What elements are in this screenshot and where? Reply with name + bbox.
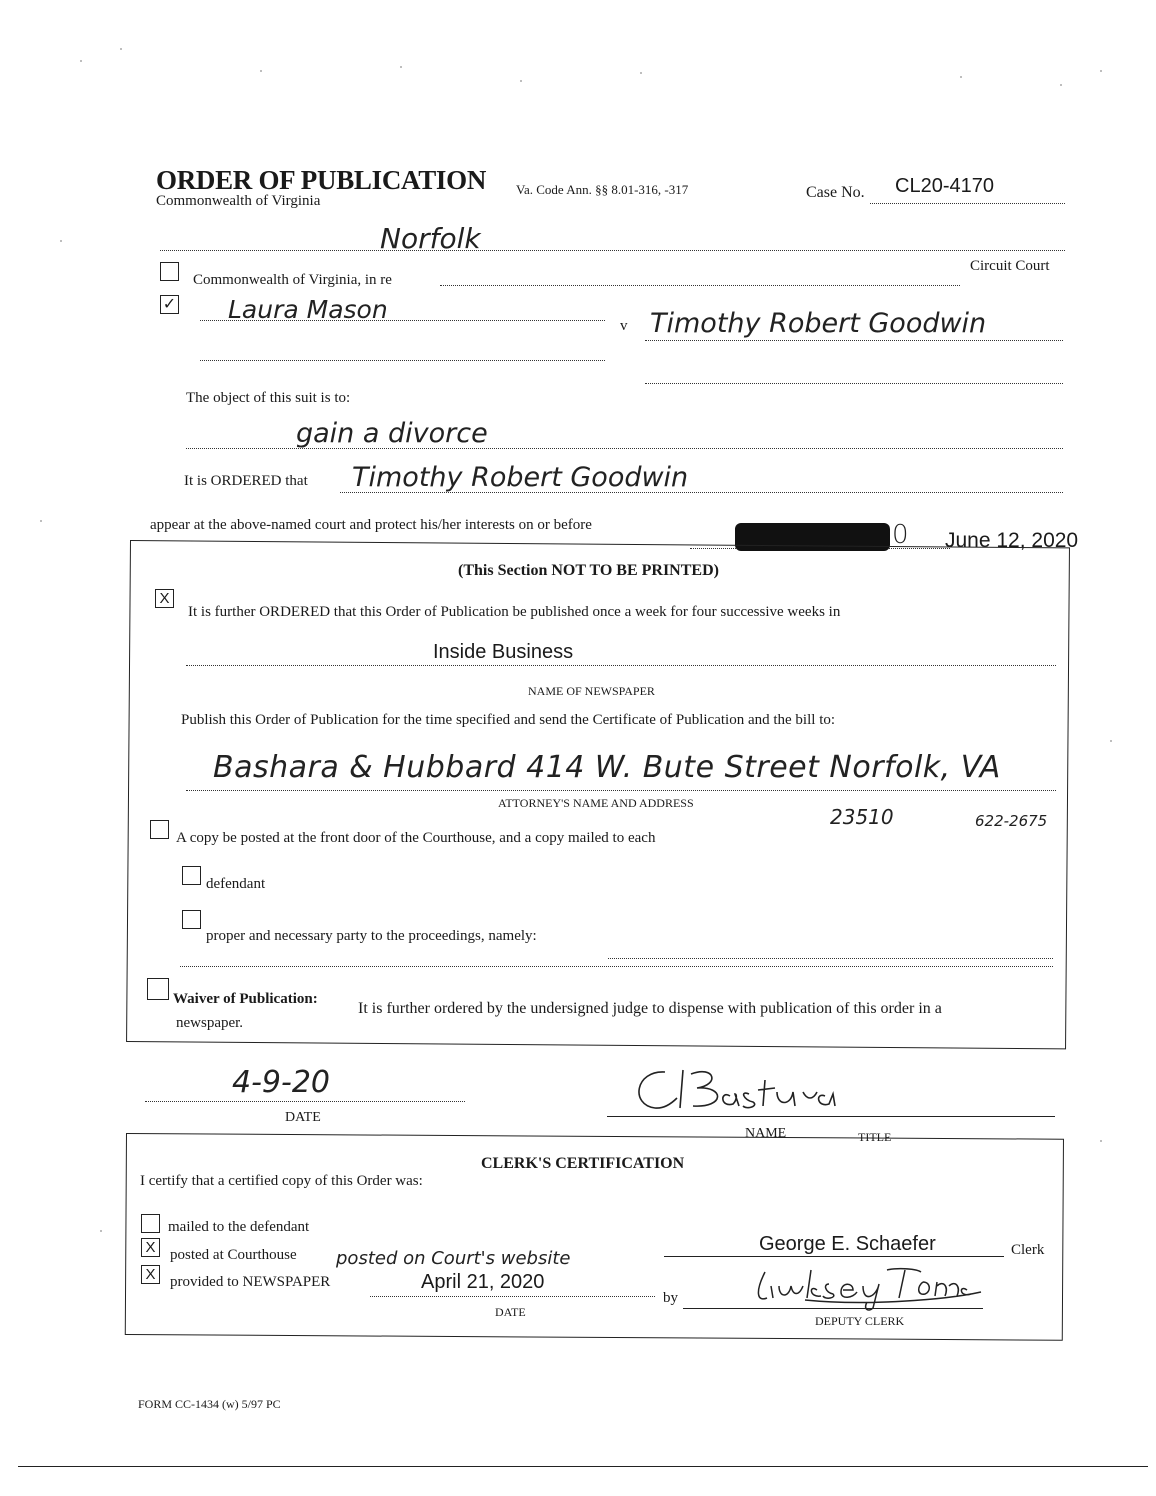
judge-signature <box>625 1060 875 1120</box>
ordered-name-handwritten: Timothy Robert Goodwin <box>352 462 689 493</box>
form-subtitle: Commonwealth of Virginia <box>156 193 321 209</box>
attorney-handwritten: Bashara & Hubbard 414 W. Bute Street Norfolk, VA <box>213 750 1001 785</box>
locality-handwritten: Norfolk <box>380 222 481 255</box>
attorney-caption: ATTORNEY'S NAME AND ADDRESS <box>498 796 694 810</box>
newspaper-name: Inside Business <box>433 641 574 663</box>
signature-name-line <box>607 1116 1055 1117</box>
by-label: by <box>663 1290 678 1306</box>
party-label: proper and necessary party to the proceedings, namely: <box>206 928 537 944</box>
case-number: CL20-4170 <box>895 175 994 197</box>
clerk-heading: CLERK'S CERTIFICATION <box>481 1155 685 1172</box>
deputy-signature <box>745 1262 985 1312</box>
waiver-checkbox[interactable] <box>147 978 169 1000</box>
appear-date: June 12, 2020 <box>945 529 1079 552</box>
clerk-certify-text: I certify that a certified copy of this Order was: <box>140 1173 423 1189</box>
clerk-name: George E. Schaefer <box>759 1233 936 1255</box>
provided-newspaper-checkbox[interactable] <box>141 1265 160 1284</box>
mailed-label: mailed to the defendant <box>168 1219 310 1235</box>
locality-line <box>160 250 1065 251</box>
send-text: Publish this Order of Publication for the time specified and send the Certificate of Publication and the bill to: <box>181 712 836 728</box>
x-mark-icon: X <box>145 1239 156 1256</box>
object-label: The object of this suit is to: <box>186 390 351 406</box>
defendant-label: defendant <box>206 876 266 892</box>
appear-date-handwritten: 0 <box>892 520 909 550</box>
publish-text: It is further ORDERED that this Order of Publication be published once a week for four successive weeks in <box>188 604 841 620</box>
not-printed-heading: (This Section NOT TO BE PRINTED) <box>458 562 719 579</box>
publish-checkbox[interactable] <box>155 589 174 608</box>
defendant-line <box>645 340 1063 341</box>
signature-name-caption: NAME <box>745 1126 787 1141</box>
appear-text: appear at the above-named court and protect his/her interests on or before <box>150 517 592 533</box>
party-line <box>608 958 1053 959</box>
attorney-line <box>186 790 1056 791</box>
in-re-checkbox[interactable] <box>160 262 179 281</box>
check-mark-icon: ✓ <box>162 296 177 313</box>
case-number-label: Case No. <box>806 184 865 201</box>
deputy-line <box>683 1308 983 1309</box>
circuit-court-label: Circuit Court <box>970 258 1050 274</box>
posted-courthouse-checkbox[interactable] <box>141 1238 160 1257</box>
versus-label: v <box>620 318 628 334</box>
ordered-label: It is ORDERED that <box>184 473 308 489</box>
posted-courthouse-label: posted at Courthouse <box>170 1247 297 1263</box>
provided-newspaper-label: provided to NEWSPAPER <box>170 1274 331 1290</box>
x-mark-icon: X <box>145 1266 156 1283</box>
newspaper-caption: NAME OF NEWSPAPER <box>528 684 655 698</box>
attorney-phone: 622-2675 <box>975 812 1048 830</box>
waiver-text-2: newspaper. <box>176 1015 244 1031</box>
parties-checkbox[interactable] <box>160 295 179 314</box>
newspaper-line <box>186 665 1056 666</box>
defendant-handwritten: Timothy Robert Goodwin <box>650 308 987 339</box>
defendant-checkbox[interactable] <box>182 866 201 885</box>
posted-note-handwritten: posted on Court's website <box>336 1248 571 1269</box>
party-line-2 <box>180 966 1053 967</box>
x-mark-icon: X <box>159 590 170 607</box>
in-re-line <box>440 285 960 286</box>
deputy-caption: DEPUTY CLERK <box>815 1314 905 1328</box>
page-bottom-rule <box>18 1466 1148 1467</box>
posted-copy-text: A copy be posted at the front door of the Courthouse, and a copy mailed to each <box>176 830 656 846</box>
in-re-label: Commonwealth of Virginia, in re <box>193 272 392 288</box>
mailed-checkbox[interactable] <box>141 1214 160 1233</box>
form-title: ORDER OF PUBLICATION <box>156 165 487 195</box>
clerk-label: Clerk <box>1011 1242 1045 1258</box>
defendant-line-2 <box>645 383 1063 384</box>
plaintiff-line-2 <box>200 360 605 361</box>
provided-date: April 21, 2020 <box>421 1271 545 1293</box>
provided-date-line <box>370 1296 655 1297</box>
waiver-label: Waiver of Publication: <box>173 991 318 1007</box>
posted-copy-checkbox[interactable] <box>150 820 169 839</box>
code-reference: Va. Code Ann. §§ 8.01-316, -317 <box>516 182 689 197</box>
form-number: FORM CC-1434 (w) 5/97 PC <box>138 1397 281 1411</box>
signature-title-caption: TITLE <box>858 1130 892 1144</box>
attorney-zip: 23510 <box>830 805 894 829</box>
waiver-text: It is further ordered by the undersigned judge to dispense with publication of this order in a <box>358 1000 942 1017</box>
signature-date-caption: DATE <box>285 1110 321 1125</box>
clerk-name-line <box>664 1256 1004 1257</box>
signature-date-line <box>145 1101 465 1102</box>
party-checkbox[interactable] <box>182 910 201 929</box>
object-handwritten: gain a divorce <box>296 418 488 449</box>
case-number-line <box>870 203 1065 204</box>
plaintiff-handwritten: Laura Mason <box>228 295 388 324</box>
signature-date-handwritten: 4-9-20 <box>232 1065 330 1100</box>
provided-date-caption: DATE <box>495 1305 526 1319</box>
